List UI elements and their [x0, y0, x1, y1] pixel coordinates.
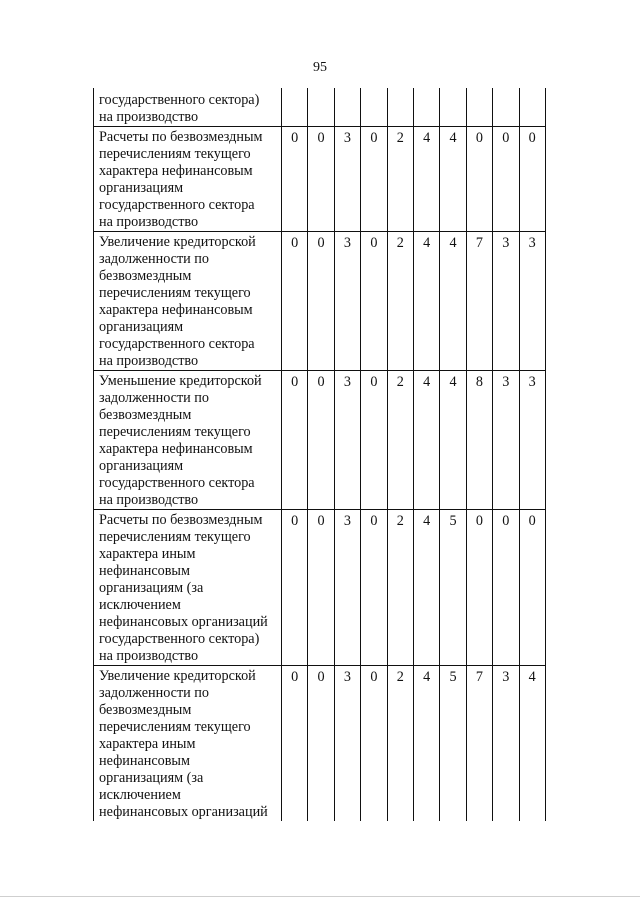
code-digit-cell: 5: [440, 510, 466, 666]
code-digit-cell: 3: [334, 127, 360, 232]
code-digit-cell: 0: [361, 371, 387, 510]
code-digit-cell: 0: [282, 666, 308, 822]
code-digit-cell: 0: [361, 127, 387, 232]
code-digit-cell: 2: [387, 371, 413, 510]
item-name-line: перечислениям текущего: [99, 719, 251, 735]
table-row: [94, 510, 546, 666]
table-row: [94, 232, 546, 371]
code-digit-cell: 3: [334, 232, 360, 371]
item-name-line: организациям (за: [99, 770, 204, 786]
item-name-line: государственного сектора: [99, 475, 255, 491]
code-digit-cell: 4: [413, 232, 439, 371]
code-digit-cell: 4: [440, 371, 466, 510]
item-name-line: государственного сектора: [99, 197, 255, 213]
table-body: [94, 88, 546, 821]
item-name-line: характера иным: [99, 736, 196, 752]
code-digit-cell: 4: [413, 371, 439, 510]
item-name-line: на производство: [99, 648, 199, 664]
item-name-cell: [94, 88, 282, 127]
item-name-line: характера иным: [99, 546, 196, 562]
item-name-line: на производство: [99, 214, 199, 230]
item-name-line: безвозмездным: [99, 702, 192, 718]
item-name-line: перечислениям текущего: [99, 285, 251, 301]
item-name-line: организациям: [99, 180, 184, 196]
code-digit-cell: [387, 88, 413, 127]
item-name-line: задолженности по: [99, 251, 209, 267]
item-name-line: государственного сектора): [99, 92, 260, 108]
code-digit-cell: [361, 88, 387, 127]
code-digit-cell: 7: [466, 232, 492, 371]
item-name-line: организациям: [99, 319, 184, 335]
item-name-line: исключением: [99, 787, 181, 803]
code-digit-cell: 3: [519, 371, 545, 510]
code-digit-cell: 3: [334, 666, 360, 822]
item-name-line: перечислениям текущего: [99, 424, 251, 440]
item-name-line: Расчеты по безвозмездным: [99, 512, 263, 528]
code-digit-cell: 0: [493, 127, 519, 232]
code-digit-cell: 0: [361, 510, 387, 666]
item-name-line: организациям: [99, 458, 184, 474]
code-digit-cell: [440, 88, 466, 127]
item-name-line: нефинансовым: [99, 563, 190, 579]
code-digit-cell: 0: [361, 666, 387, 822]
item-name-line: перечислениям текущего: [99, 146, 251, 162]
item-name-line: исключением: [99, 597, 181, 613]
code-digit-cell: [493, 88, 519, 127]
scan-edge-line: [0, 896, 640, 897]
code-digit-cell: 0: [282, 510, 308, 666]
code-digit-cell: 5: [440, 666, 466, 822]
code-digit-cell: 0: [282, 232, 308, 371]
item-name-line: характера нефинансовым: [99, 302, 253, 318]
code-digit-cell: 4: [413, 510, 439, 666]
code-digit-cell: 0: [308, 510, 334, 666]
item-name-line: Уменьшение кредиторской: [99, 373, 262, 389]
item-name-line: на производство: [99, 492, 199, 508]
code-digit-cell: 3: [334, 371, 360, 510]
item-name-line: задолженности по: [99, 685, 209, 701]
code-digit-cell: 4: [413, 666, 439, 822]
code-digit-cell: 8: [466, 371, 492, 510]
item-name-line: государственного сектора): [99, 631, 260, 647]
code-digit-cell: 0: [308, 666, 334, 822]
item-name-line: Расчеты по безвозмездным: [99, 129, 263, 145]
code-digit-cell: [334, 88, 360, 127]
code-digit-cell: 0: [466, 127, 492, 232]
classification-table: [93, 88, 546, 821]
item-name-line: нефинансовых организаций: [99, 614, 268, 630]
code-digit-cell: [282, 88, 308, 127]
item-name-cell: [94, 127, 282, 232]
code-digit-cell: 4: [519, 666, 545, 822]
code-digit-cell: 3: [493, 371, 519, 510]
item-name-line: безвозмездным: [99, 268, 192, 284]
code-digit-cell: 0: [361, 232, 387, 371]
item-name-line: безвозмездным: [99, 407, 192, 423]
code-digit-cell: 0: [493, 510, 519, 666]
item-name-line: Увеличение кредиторской: [99, 668, 256, 684]
item-name-line: нефинансовым: [99, 753, 190, 769]
item-name-line: на производство: [99, 109, 199, 125]
code-digit-cell: 3: [493, 666, 519, 822]
table-row: [94, 371, 546, 510]
code-digit-cell: 2: [387, 666, 413, 822]
item-name-line: характера нефинансовым: [99, 163, 253, 179]
page-number: 95: [313, 60, 327, 75]
item-name-cell: [94, 371, 282, 510]
code-digit-cell: 4: [440, 232, 466, 371]
code-digit-cell: 7: [466, 666, 492, 822]
code-digit-cell: [519, 88, 545, 127]
code-digit-cell: 0: [466, 510, 492, 666]
item-name-line: государственного сектора: [99, 336, 255, 352]
item-name-line: нефинансовых организаций: [99, 804, 268, 820]
item-name-cell: [94, 666, 282, 822]
code-digit-cell: 0: [519, 127, 545, 232]
code-digit-cell: [466, 88, 492, 127]
table-row: [94, 127, 546, 232]
code-digit-cell: 2: [387, 127, 413, 232]
code-digit-cell: 4: [440, 127, 466, 232]
code-digit-cell: 3: [334, 510, 360, 666]
item-name-line: характера нефинансовым: [99, 441, 253, 457]
classification-table-container: [93, 88, 546, 821]
code-digit-cell: 0: [282, 371, 308, 510]
item-name-cell: [94, 510, 282, 666]
code-digit-cell: 4: [413, 127, 439, 232]
item-name-cell: [94, 232, 282, 371]
code-digit-cell: [413, 88, 439, 127]
code-digit-cell: 0: [519, 510, 545, 666]
code-digit-cell: 0: [282, 127, 308, 232]
item-name-line: задолженности по: [99, 390, 209, 406]
item-name-line: на производство: [99, 353, 199, 369]
table-row: [94, 666, 546, 822]
code-digit-cell: 0: [308, 371, 334, 510]
code-digit-cell: 3: [493, 232, 519, 371]
code-digit-cell: 0: [308, 232, 334, 371]
item-name-line: Увеличение кредиторской: [99, 234, 256, 250]
code-digit-cell: 3: [519, 232, 545, 371]
code-digit-cell: 0: [308, 127, 334, 232]
item-name-line: организациям (за: [99, 580, 204, 596]
table-row: [94, 88, 546, 127]
code-digit-cell: 2: [387, 510, 413, 666]
code-digit-cell: [308, 88, 334, 127]
item-name-line: перечислениям текущего: [99, 529, 251, 545]
code-digit-cell: 2: [387, 232, 413, 371]
